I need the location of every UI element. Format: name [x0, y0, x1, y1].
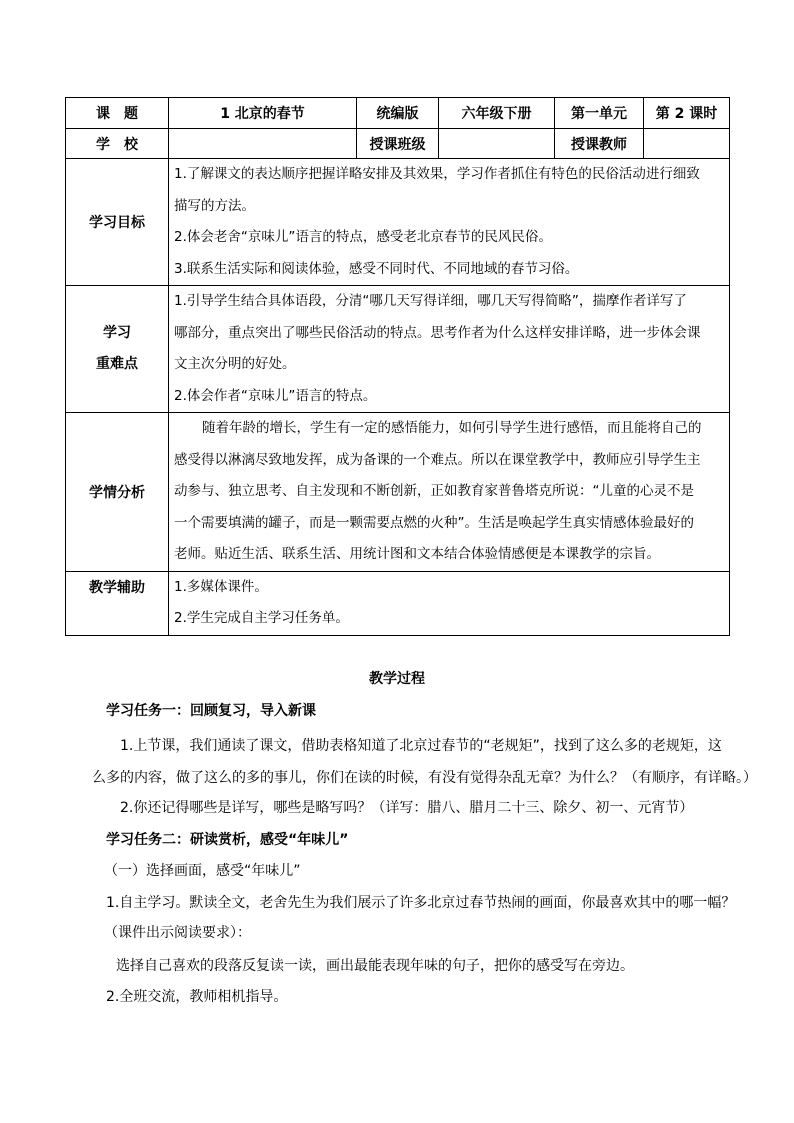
- key-points-line: 2.体会作者“京味儿”语言的特点。: [174, 387, 377, 404]
- aids-content: [169, 571, 730, 635]
- header-row: [66, 98, 730, 129]
- analysis-line: 感受得以淋漓尽致地发挥，成为备课的一个难点。所以在课堂教学中，教师应引导学生主: [174, 451, 701, 468]
- key-points-line: 文主次分明的好处。: [174, 356, 296, 372]
- lesson-info-table: [65, 97, 730, 636]
- task1-paragraph1-line1: 1.上节课，我们通读了课文，借助表格知道了北京过春节的“老规矩”，找到了这么多的老规矩，这: [120, 738, 722, 754]
- analysis-line: 一个需要填满的罐子，而是一颗需要点燃的火种”。生活是唤起学生真实情感体验最好的: [174, 514, 694, 531]
- class-label: 授课班级: [357, 129, 439, 159]
- task2-paragraph1-line2: （课件出示阅读要求）：: [104, 925, 251, 941]
- class-value: [439, 129, 555, 159]
- analysis-label: 学情分析: [66, 413, 169, 572]
- task2-paragraph1-line1: 1.自主学习。默读全文，老舍先生为我们展示了许多北京过春节热闹的画面，你最喜欢其中的哪一幅？: [106, 895, 736, 911]
- key-points-label-line2: 重难点: [96, 356, 138, 372]
- unit: 第一单元: [555, 98, 644, 129]
- task2-subtitle1: （一）选择画面，感受“年味儿”: [104, 863, 301, 879]
- task2-title: 学习任务二：研读赏析，感受“年味儿”: [106, 832, 349, 848]
- teacher-value: [644, 129, 730, 159]
- lesson-title: 1 北京的春节: [169, 98, 357, 129]
- teacher-label: 授课教师: [555, 129, 644, 159]
- key-points-line: 哪部分，重点突出了哪些民俗活动的特点。思考作者为什么这样安排详略，进一步体会课: [174, 324, 701, 341]
- key-points-content: [169, 286, 730, 413]
- task2-paragraph2: 2.全班交流，教师相机指导。: [106, 989, 288, 1005]
- process-title: 教学过程: [369, 671, 425, 687]
- objectives-line: 描写的方法。: [174, 197, 255, 214]
- lesson-label: 课 题: [66, 98, 169, 129]
- school-value: [169, 129, 357, 159]
- school-row: [66, 129, 730, 159]
- objectives-label: 学习目标: [66, 159, 169, 286]
- objectives-line: 3.联系生活实际和阅读体验，感受不同时代、不同地域的春节习俗。: [174, 260, 579, 277]
- key-points-line: 1.引导学生结合具体语段，分清“哪几天写得详细，哪几天写得简略”，揣摩作者详写了: [174, 293, 687, 309]
- school-label: 学 校: [66, 129, 169, 159]
- analysis-content: [169, 413, 730, 572]
- aids-label: 教学辅助: [66, 571, 169, 635]
- grade: 六年级下册: [439, 98, 555, 129]
- task1-paragraph2: 2.你还记得哪些是详写，哪些是略写吗？（详写：腊八、腊月二十三、除夕、初一、元宵节）: [120, 800, 694, 816]
- aids-row: [66, 571, 730, 635]
- aids-line: 1.多媒体课件。: [174, 578, 268, 595]
- edition: 统编版: [357, 98, 439, 129]
- period: 第 2 课时: [644, 98, 730, 129]
- task1-paragraph1-line2: 么多的内容，做了这么的多的事儿，你们在读的时候，有没有觉得杂乱无章？为什么？（有顺序，有详略。）: [92, 770, 757, 786]
- key-points-row: [66, 286, 730, 413]
- analysis-row: [66, 413, 730, 572]
- analysis-line: 动参与、独立思考、自主发现和不断创新，正如教育家普鲁塔克所说：“儿童的心灵不是: [174, 483, 694, 499]
- objectives-row: [66, 159, 730, 286]
- objectives-line: 1.了解课文的表达顺序把握详略安排及其效果，学习作者抓住有特色的民俗活动进行细致: [174, 166, 700, 182]
- aids-line: 2.学生完成自主学习任务单。: [174, 610, 349, 626]
- task2-reading-requirement: 选择自己喜欢的段落反复读一读，画出最能表现年味的句子，把你的感受写在旁边。: [116, 958, 634, 974]
- objectives-content: [169, 159, 730, 286]
- task1-title: 学习任务一：回顾复习，导入新课: [106, 703, 316, 719]
- analysis-line: 老师。贴近生活、联系生活、用统计图和文本结合体验情感便是本课教学的宗旨。: [174, 546, 660, 562]
- key-points-label: [66, 286, 169, 413]
- key-points-label-line1: 学习: [103, 324, 131, 341]
- objectives-line: 2.体会老舍“京味儿”语言的特点，感受老北京春节的民风民俗。: [174, 229, 552, 245]
- analysis-line: 随着年龄的增长，学生有一定的感悟能力，如何引导学生进行感悟，而且能将自己的: [202, 420, 702, 436]
